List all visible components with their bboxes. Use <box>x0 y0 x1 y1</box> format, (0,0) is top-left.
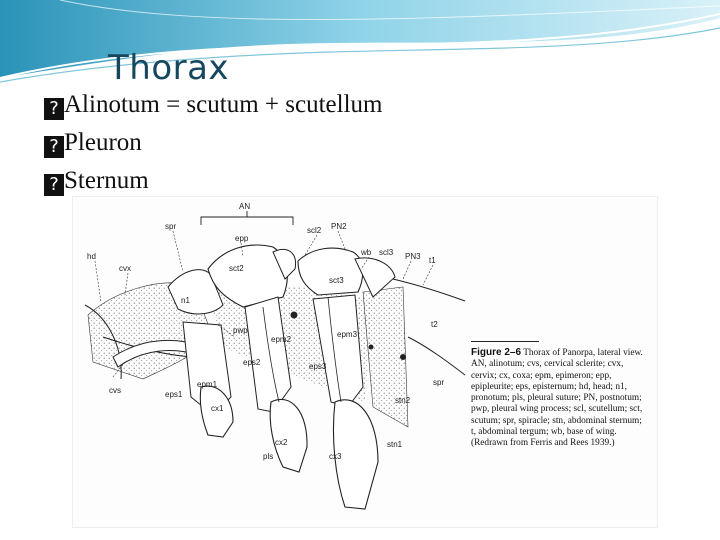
label-sct2: sct2 <box>229 264 244 273</box>
bullet-list <box>44 86 382 200</box>
coxa-2 <box>270 399 307 472</box>
label-cx1: cx1 <box>211 404 224 413</box>
bullet-item <box>44 86 382 124</box>
label-AN: AN <box>239 202 251 211</box>
label-epm3: epm3 <box>337 330 358 339</box>
bullet-item <box>44 162 382 200</box>
label-stn2: stn2 <box>395 396 411 405</box>
label-PN3: PN3 <box>405 252 421 261</box>
alinotum-bracket <box>201 211 293 225</box>
bullet-item <box>44 124 382 162</box>
label-cx3: cx3 <box>329 452 342 461</box>
label-pwp: pwp <box>233 326 248 335</box>
caption-heading: Figure 2–6 <box>471 347 522 358</box>
label-spr: spr <box>165 222 177 231</box>
label-scl2: scl2 <box>307 226 322 235</box>
label-eps1: eps1 <box>165 390 183 399</box>
label-eps3: eps3 <box>309 362 327 371</box>
label-pls: pls <box>263 452 274 461</box>
abdominal-tergum <box>393 279 465 301</box>
label-epm1: epm1 <box>197 380 218 389</box>
label-t2: t2 <box>431 320 438 329</box>
abdominal-tergum-2 <box>408 337 465 375</box>
spiracle-mark <box>291 312 298 319</box>
bullet-marker-icon: ? <box>44 174 64 196</box>
bullet-text: Pleuron <box>64 129 142 156</box>
label-stn1: stn1 <box>387 440 403 449</box>
label-wb: wb <box>361 248 372 257</box>
bullet-text: Alinotum = scutum + scutellum <box>64 91 383 118</box>
label-eps2: eps2 <box>243 358 261 367</box>
label-cvx: cvx <box>119 264 131 273</box>
label-t1: t1 <box>429 256 436 265</box>
label-scl3: scl3 <box>379 248 394 257</box>
label-PN2: PN2 <box>331 222 347 231</box>
label-cvs: cvs <box>109 386 121 395</box>
spiracle-mark-2 <box>369 345 374 350</box>
bullet-text: Sternum <box>64 167 149 194</box>
label-cx2: cx2 <box>275 438 288 447</box>
label-n1: n1 <box>181 296 190 305</box>
label-sct3: sct3 <box>329 276 344 285</box>
thorax-figure <box>72 196 658 528</box>
caption-rule <box>471 341 539 342</box>
figure-caption <box>471 347 649 450</box>
caption-text: Thorax of Panorpa, lateral view. AN, alinotum; cvs, cervical sclerite; cvx, cervix; cx, coxa; epm, epimeron; epp, epipleurite; eps, episternum; hd, head; n1, pronotum; pls, pleural suture; PN, postnotum; pwp, pleural wing process; scl, scutellum; sct, scutum; spr, spiracle; stn, abdominal sternum; t, abdominal tergum; wb, base of wing. (Redrawn from Ferris and Rees 1939.) <box>471 348 643 449</box>
label-spr-right: spr <box>433 378 445 387</box>
spiracle-mark-3 <box>400 354 406 360</box>
label-epp: epp <box>235 234 249 243</box>
slide-title: Thorax <box>108 48 230 88</box>
bullet-marker-icon: ? <box>44 136 64 158</box>
label-hd: hd <box>87 252 96 261</box>
label-epm2: epm2 <box>271 335 292 344</box>
bullet-marker-icon: ? <box>44 98 64 120</box>
